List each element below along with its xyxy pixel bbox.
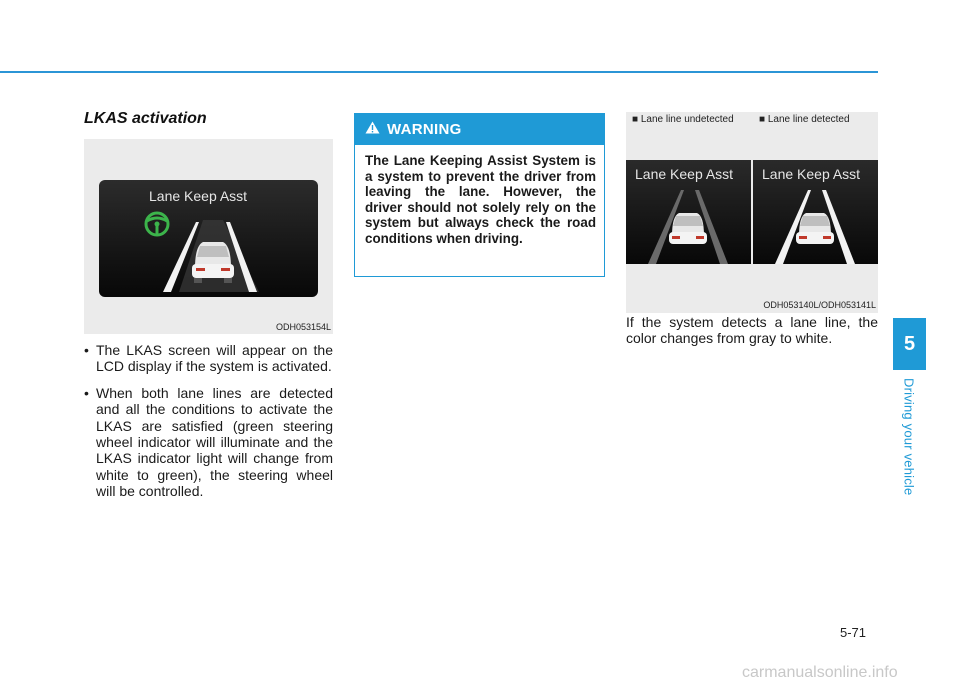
header-rule	[0, 71, 878, 73]
warning-box	[354, 113, 605, 277]
lcd-display-undetected	[626, 160, 751, 264]
watermark: carmanualsonline.info	[742, 664, 898, 681]
lane-detection-figure	[626, 112, 878, 313]
detected-lane-illustration	[753, 160, 878, 264]
warning-text: The Lane Keeping Assist System is a system to prevent the driver from leaving the lane. However, the driver should not solely rely on the system but always check the road conditions when driving.	[365, 153, 596, 246]
car-icon	[669, 213, 707, 244]
figure-description: If the system detects a lane line, the color changes from gray to white.	[626, 314, 878, 347]
warning-header	[355, 114, 604, 145]
bullet-list	[84, 342, 333, 510]
steering-wheel-icon	[146, 213, 168, 235]
page-number: 5-71	[840, 625, 867, 640]
chapter-title: Driving your vehicle	[901, 378, 917, 496]
legend-detected: ■ Lane line detected	[759, 114, 850, 125]
list-item: • The LKAS screen will appear on the LCD display if the system is activated.	[84, 342, 333, 375]
lcd-display-detected	[753, 160, 878, 264]
lkas-screen-figure	[84, 139, 333, 334]
car-icon	[192, 242, 234, 283]
undetected-lane-illustration	[626, 160, 751, 264]
car-icon	[796, 213, 834, 244]
warning-label: WARNING	[387, 121, 462, 138]
section-title: LKAS activation	[84, 110, 207, 127]
lcd-screen-title: Lane Keep Asst	[762, 166, 861, 182]
warning-triangle-icon	[365, 121, 380, 138]
lcd-display	[99, 180, 318, 297]
chapter-number-tab: 5	[893, 318, 926, 370]
list-item: • When both lane lines are detected and all the conditions to activate the LKAS are satisfied (green steering wheel indicator will illuminate and the LKAS indicator light will change from white to green), the steering wheel will be controlled.	[84, 385, 333, 500]
figure-code: ODH053154L	[275, 322, 331, 332]
lcd-screen-title: Lane Keep Asst	[635, 166, 734, 182]
legend-undetected: ■ Lane line undetected	[632, 114, 734, 125]
lane-car-illustration	[99, 180, 318, 297]
figure-code: ODH053140L/ODH053141L	[763, 300, 876, 310]
lcd-screen-title: Lane Keep Asst	[149, 188, 248, 204]
